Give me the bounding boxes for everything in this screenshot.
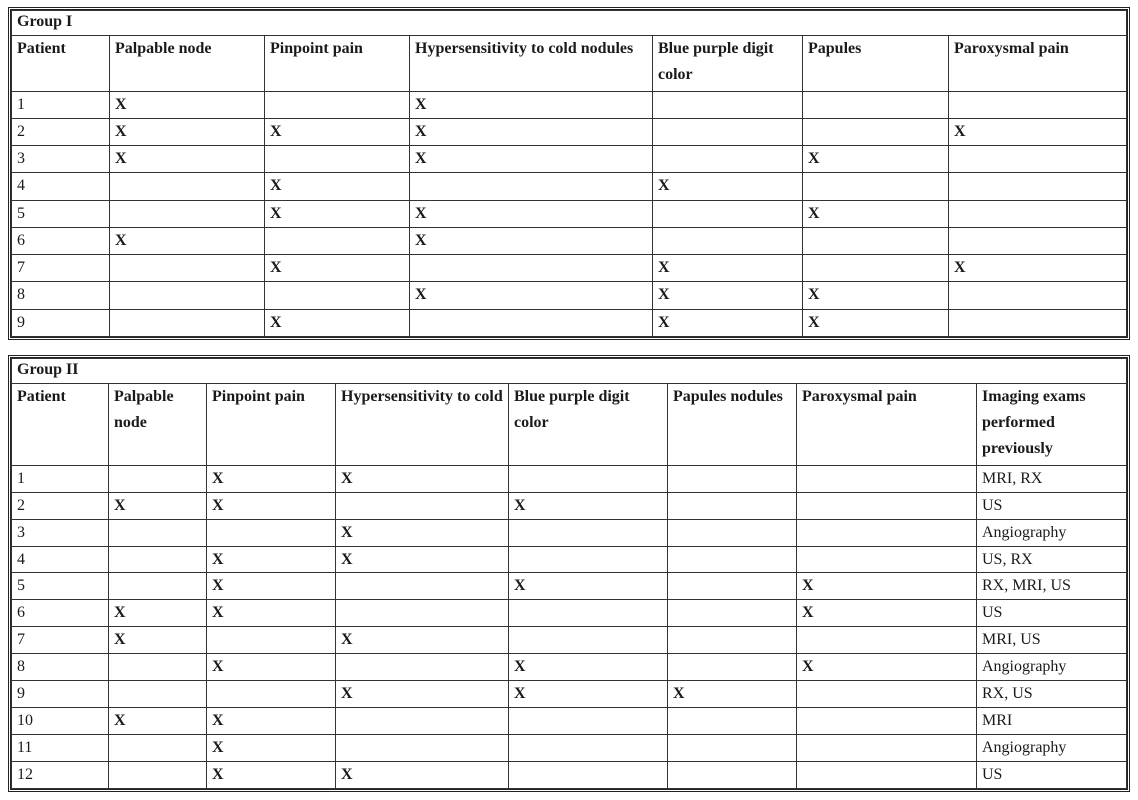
hypersensitivity-cell: X — [336, 546, 509, 573]
table-row — [12, 708, 1127, 735]
group-i-table-frame — [8, 7, 1130, 340]
palpable-node-cell — [109, 465, 207, 492]
paroxysmal-pain-cell — [797, 627, 977, 654]
patient-cell: 4 — [12, 546, 109, 573]
palpable-node-cell — [110, 255, 265, 282]
paroxysmal-pain-cell — [797, 681, 977, 708]
papules-cell: X — [803, 282, 949, 309]
table-row — [12, 627, 1127, 654]
blue-purple-digit-color-cell: X — [509, 492, 668, 519]
pinpoint-pain-cell — [207, 627, 336, 654]
papules-nodules-cell — [668, 573, 797, 600]
pinpoint-pain-cell — [265, 91, 410, 118]
hypersensitivity-cell — [336, 654, 509, 681]
paroxysmal-pain-cell — [949, 146, 1127, 173]
papules-nodules-cell — [668, 735, 797, 762]
hypersensitivity-cell: X — [410, 227, 653, 254]
pinpoint-pain-cell: X — [207, 465, 336, 492]
blue-purple-digit-color-cell — [509, 627, 668, 654]
paroxysmal-pain-cell — [949, 173, 1127, 200]
hypersensitivity-cell — [410, 255, 653, 282]
group-i-header-paroxysmal-pain: Paroxysmal pain — [949, 36, 1127, 92]
imaging-exams-cell: RX, US — [977, 681, 1127, 708]
table-row — [12, 309, 1127, 336]
papules-cell — [803, 173, 949, 200]
table-row — [12, 681, 1127, 708]
papules-nodules-cell — [668, 546, 797, 573]
blue-purple-digit-color-cell — [653, 146, 803, 173]
blue-purple-digit-color-cell: X — [653, 309, 803, 336]
palpable-node-cell: X — [109, 600, 207, 627]
table-row — [12, 173, 1127, 200]
patient-cell: 8 — [12, 654, 109, 681]
group-i-header-patient: Patient — [12, 36, 110, 92]
patient-cell: 7 — [12, 627, 109, 654]
blue-purple-digit-color-cell — [653, 227, 803, 254]
table-row — [12, 762, 1127, 789]
blue-purple-digit-color-cell: X — [653, 173, 803, 200]
patient-cell: 5 — [12, 200, 110, 227]
imaging-exams-cell: Angiography — [977, 654, 1127, 681]
paroxysmal-pain-cell: X — [797, 600, 977, 627]
paroxysmal-pain-cell — [949, 309, 1127, 336]
hypersensitivity-cell: X — [410, 91, 653, 118]
palpable-node-cell — [110, 173, 265, 200]
group-i-table-body — [12, 11, 1127, 337]
imaging-exams-cell: MRI, RX — [977, 465, 1127, 492]
pinpoint-pain-cell: X — [265, 200, 410, 227]
blue-purple-digit-color-cell — [509, 762, 668, 789]
imaging-exams-cell: US — [977, 600, 1127, 627]
palpable-node-cell — [109, 546, 207, 573]
table-row — [12, 546, 1127, 573]
papules-nodules-cell — [668, 708, 797, 735]
papules-cell: X — [803, 146, 949, 173]
palpable-node-cell: X — [109, 708, 207, 735]
blue-purple-digit-color-cell — [509, 735, 668, 762]
pinpoint-pain-cell — [207, 519, 336, 546]
table-row — [12, 492, 1127, 519]
pinpoint-pain-cell: X — [265, 309, 410, 336]
paroxysmal-pain-cell — [797, 708, 977, 735]
table-row — [12, 227, 1127, 254]
group-i-title: Group I — [12, 11, 1127, 36]
hypersensitivity-cell — [336, 708, 509, 735]
paroxysmal-pain-cell — [797, 492, 977, 519]
paroxysmal-pain-cell: X — [797, 573, 977, 600]
group-ii-header-hypersensitivity: Hypersensitivity to cold — [336, 383, 509, 465]
pinpoint-pain-cell: X — [207, 573, 336, 600]
group-ii-header-paroxysmal-pain: Paroxysmal pain — [797, 383, 977, 465]
palpable-node-cell — [109, 519, 207, 546]
papules-cell: X — [803, 309, 949, 336]
papules-cell: X — [803, 200, 949, 227]
patient-cell: 1 — [12, 91, 110, 118]
blue-purple-digit-color-cell — [509, 546, 668, 573]
patient-cell: 6 — [12, 227, 110, 254]
imaging-exams-cell: Angiography — [977, 519, 1127, 546]
group-ii-title: Group II — [12, 359, 1127, 384]
patient-cell: 3 — [12, 146, 110, 173]
blue-purple-digit-color-cell: X — [509, 681, 668, 708]
patient-cell: 8 — [12, 282, 110, 309]
pinpoint-pain-cell: X — [265, 255, 410, 282]
palpable-node-cell — [109, 681, 207, 708]
table-row — [12, 146, 1127, 173]
palpable-node-cell: X — [110, 227, 265, 254]
table-row — [12, 573, 1127, 600]
group-ii-header-palpable-node: Palpable node — [109, 383, 207, 465]
hypersensitivity-cell — [336, 492, 509, 519]
table-row — [12, 200, 1127, 227]
patient-cell: 1 — [12, 465, 109, 492]
imaging-exams-cell: MRI — [977, 708, 1127, 735]
group-ii-header-row — [12, 383, 1127, 465]
pinpoint-pain-cell: X — [265, 118, 410, 145]
hypersensitivity-cell: X — [336, 465, 509, 492]
hypersensitivity-cell — [410, 309, 653, 336]
paroxysmal-pain-cell: X — [949, 118, 1127, 145]
blue-purple-digit-color-cell — [653, 118, 803, 145]
blue-purple-digit-color-cell — [653, 200, 803, 227]
hypersensitivity-cell: X — [410, 200, 653, 227]
table-row — [12, 519, 1127, 546]
imaging-exams-cell: MRI, US — [977, 627, 1127, 654]
group-i-header-row — [12, 36, 1127, 92]
hypersensitivity-cell — [410, 173, 653, 200]
table-row — [12, 118, 1127, 145]
pinpoint-pain-cell — [207, 681, 336, 708]
imaging-exams-cell: US, RX — [977, 546, 1127, 573]
blue-purple-digit-color-cell — [509, 465, 668, 492]
patient-cell: 5 — [12, 573, 109, 600]
palpable-node-cell: X — [109, 627, 207, 654]
paroxysmal-pain-cell — [949, 227, 1127, 254]
patient-cell: 12 — [12, 762, 109, 789]
pinpoint-pain-cell — [265, 227, 410, 254]
group-ii-table-frame — [8, 355, 1130, 792]
group-i-header-palpable-node: Palpable node — [110, 36, 265, 92]
papules-nodules-cell: X — [668, 681, 797, 708]
pinpoint-pain-cell: X — [207, 735, 336, 762]
palpable-node-cell — [109, 654, 207, 681]
table-row — [12, 735, 1127, 762]
pinpoint-pain-cell: X — [207, 708, 336, 735]
patient-cell: 10 — [12, 708, 109, 735]
group-i-header-blue-purple-digit-color: Blue purple digit color — [653, 36, 803, 92]
papules-cell — [803, 91, 949, 118]
papules-nodules-cell — [668, 465, 797, 492]
group-ii-header-imaging-exams: Imaging exams performed previously — [977, 383, 1127, 465]
palpable-node-cell: X — [110, 146, 265, 173]
paroxysmal-pain-cell — [797, 465, 977, 492]
patient-cell: 4 — [12, 173, 110, 200]
pinpoint-pain-cell: X — [207, 762, 336, 789]
group-ii-header-blue-purple-digit-color: Blue purple digit color — [509, 383, 668, 465]
papules-cell — [803, 255, 949, 282]
group-ii-header-pinpoint-pain: Pinpoint pain — [207, 383, 336, 465]
papules-nodules-cell — [668, 654, 797, 681]
blue-purple-digit-color-cell: X — [653, 255, 803, 282]
hypersensitivity-cell: X — [336, 762, 509, 789]
palpable-node-cell — [110, 200, 265, 227]
paroxysmal-pain-cell — [797, 519, 977, 546]
papules-cell — [803, 118, 949, 145]
paroxysmal-pain-cell — [797, 735, 977, 762]
table-row — [12, 282, 1127, 309]
pinpoint-pain-cell: X — [207, 600, 336, 627]
pinpoint-pain-cell: X — [207, 546, 336, 573]
blue-purple-digit-color-cell — [509, 708, 668, 735]
paroxysmal-pain-cell: X — [797, 654, 977, 681]
imaging-exams-cell: US — [977, 492, 1127, 519]
imaging-exams-cell: RX, MRI, US — [977, 573, 1127, 600]
hypersensitivity-cell — [336, 600, 509, 627]
hypersensitivity-cell: X — [336, 681, 509, 708]
group-ii-table-body — [12, 359, 1127, 789]
patient-cell: 2 — [12, 118, 110, 145]
hypersensitivity-cell: X — [336, 519, 509, 546]
hypersensitivity-cell: X — [336, 627, 509, 654]
table-row — [12, 255, 1127, 282]
blue-purple-digit-color-cell — [653, 91, 803, 118]
papules-nodules-cell — [668, 492, 797, 519]
palpable-node-cell — [109, 573, 207, 600]
palpable-node-cell: X — [110, 118, 265, 145]
hypersensitivity-cell: X — [410, 118, 653, 145]
group-ii-header-patient: Patient — [12, 383, 109, 465]
group-i-header-hypersensitivity: Hypersensitivity to cold nodules — [410, 36, 653, 92]
group-ii-header-papules-nodules: Papules nodules — [668, 383, 797, 465]
pinpoint-pain-cell — [265, 282, 410, 309]
patient-cell: 2 — [12, 492, 109, 519]
palpable-node-cell — [110, 309, 265, 336]
palpable-node-cell: X — [109, 492, 207, 519]
blue-purple-digit-color-cell: X — [653, 282, 803, 309]
pinpoint-pain-cell: X — [207, 654, 336, 681]
table-row — [12, 465, 1127, 492]
paroxysmal-pain-cell: X — [949, 255, 1127, 282]
palpable-node-cell: X — [110, 91, 265, 118]
hypersensitivity-cell — [336, 573, 509, 600]
blue-purple-digit-color-cell — [509, 600, 668, 627]
paroxysmal-pain-cell — [797, 762, 977, 789]
papules-cell — [803, 227, 949, 254]
table-row — [12, 91, 1127, 118]
palpable-node-cell — [109, 735, 207, 762]
paroxysmal-pain-cell — [949, 282, 1127, 309]
blue-purple-digit-color-cell: X — [509, 654, 668, 681]
hypersensitivity-cell — [336, 735, 509, 762]
patient-cell: 6 — [12, 600, 109, 627]
papules-nodules-cell — [668, 627, 797, 654]
patient-cell: 11 — [12, 735, 109, 762]
blue-purple-digit-color-cell: X — [509, 573, 668, 600]
hypersensitivity-cell: X — [410, 146, 653, 173]
papules-nodules-cell — [668, 600, 797, 627]
imaging-exams-cell: Angiography — [977, 735, 1127, 762]
patient-cell: 3 — [12, 519, 109, 546]
hypersensitivity-cell: X — [410, 282, 653, 309]
imaging-exams-cell: US — [977, 762, 1127, 789]
patient-cell: 7 — [12, 255, 110, 282]
palpable-node-cell — [109, 762, 207, 789]
palpable-node-cell — [110, 282, 265, 309]
pinpoint-pain-cell: X — [265, 173, 410, 200]
patient-cell: 9 — [12, 681, 109, 708]
blue-purple-digit-color-cell — [509, 519, 668, 546]
group-i-header-pinpoint-pain: Pinpoint pain — [265, 36, 410, 92]
group-i-header-papules: Papules — [803, 36, 949, 92]
papules-nodules-cell — [668, 519, 797, 546]
patient-cell: 9 — [12, 309, 110, 336]
group-i-table — [11, 10, 1127, 337]
table-row — [12, 654, 1127, 681]
group-ii-table — [11, 358, 1127, 789]
paroxysmal-pain-cell — [797, 546, 977, 573]
pinpoint-pain-cell — [265, 146, 410, 173]
paroxysmal-pain-cell — [949, 91, 1127, 118]
papules-nodules-cell — [668, 762, 797, 789]
table-row — [12, 600, 1127, 627]
paroxysmal-pain-cell — [949, 200, 1127, 227]
pinpoint-pain-cell: X — [207, 492, 336, 519]
